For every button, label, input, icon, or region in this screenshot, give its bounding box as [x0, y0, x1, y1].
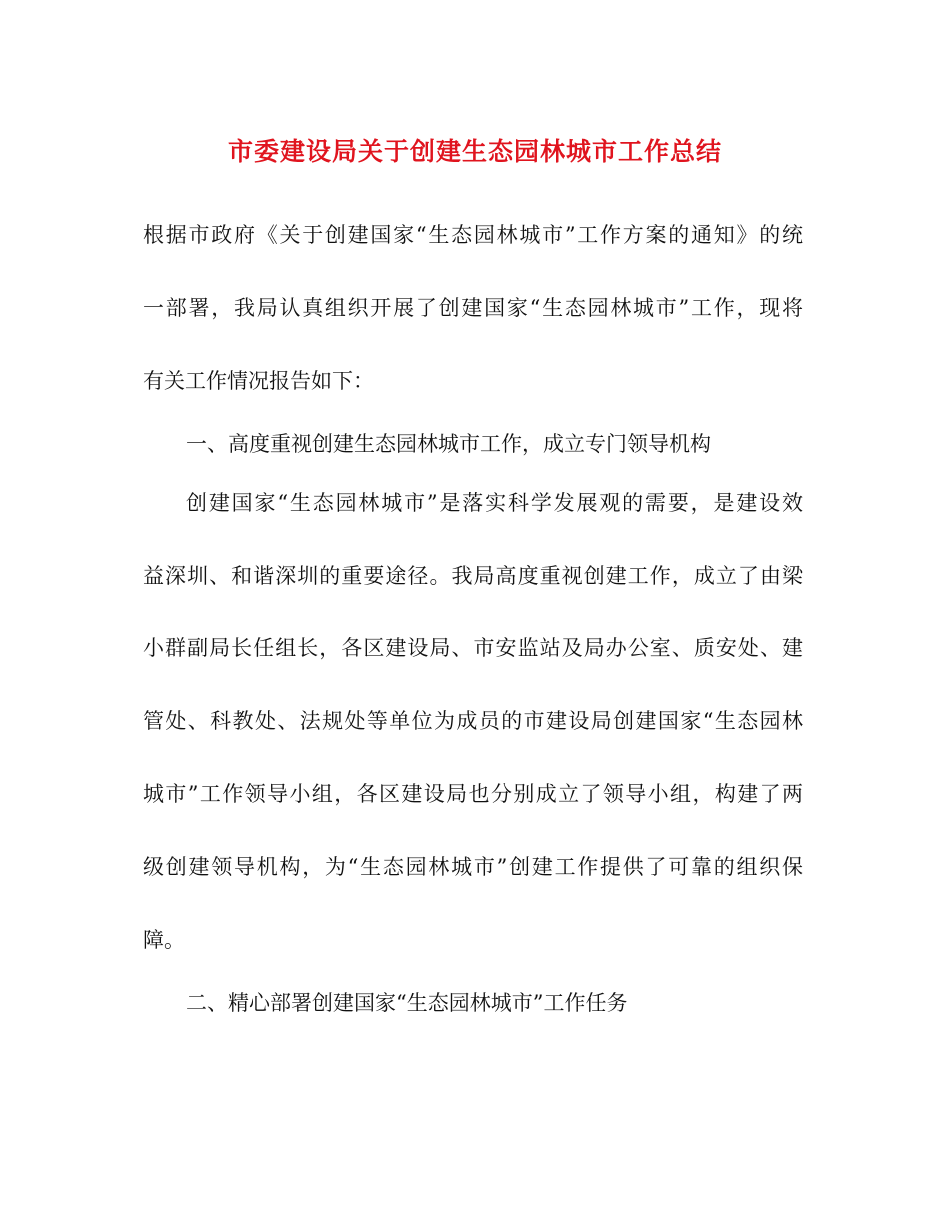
body-line: 城市”工作领导小组，各区建设局也分别成立了领导小组，构建了两: [143, 782, 803, 806]
body-line: 级创建领导机构，为“生态园林城市”创建工作提供了可靠的组织保: [143, 855, 803, 879]
body-line: 一部署，我局认真组织开展了创建国家“生态园林城市”工作，现将: [143, 296, 803, 320]
section-heading: 一、高度重视创建生态园林城市工作，成立专门领导机构: [186, 432, 711, 456]
body-line: 益深圳、和谐深圳的重要途径。我局高度重视创建工作，成立了由梁: [143, 564, 803, 588]
body-line: 小群副局长任组长，各区建设局、市安监站及局办公室、质安处、建: [143, 636, 803, 660]
section-heading: 二、精心部署创建国家“生态园林城市”工作任务: [186, 991, 628, 1015]
body-line: 管处、科教处、法规处等单位为成员的市建设局创建国家“生态园林: [143, 709, 803, 733]
body-line: 根据市政府《关于创建国家“生态园林城市”工作方案的通知》的统: [143, 223, 803, 247]
body-line: 障。: [143, 928, 185, 952]
body-line: 创建国家“生态园林城市”是落实科学发展观的需要，是建设效: [186, 491, 803, 515]
document-title: 市委建设局关于创建生态园林城市工作总结: [227, 137, 722, 166]
body-line: 有关工作情况报告如下：: [143, 369, 374, 393]
